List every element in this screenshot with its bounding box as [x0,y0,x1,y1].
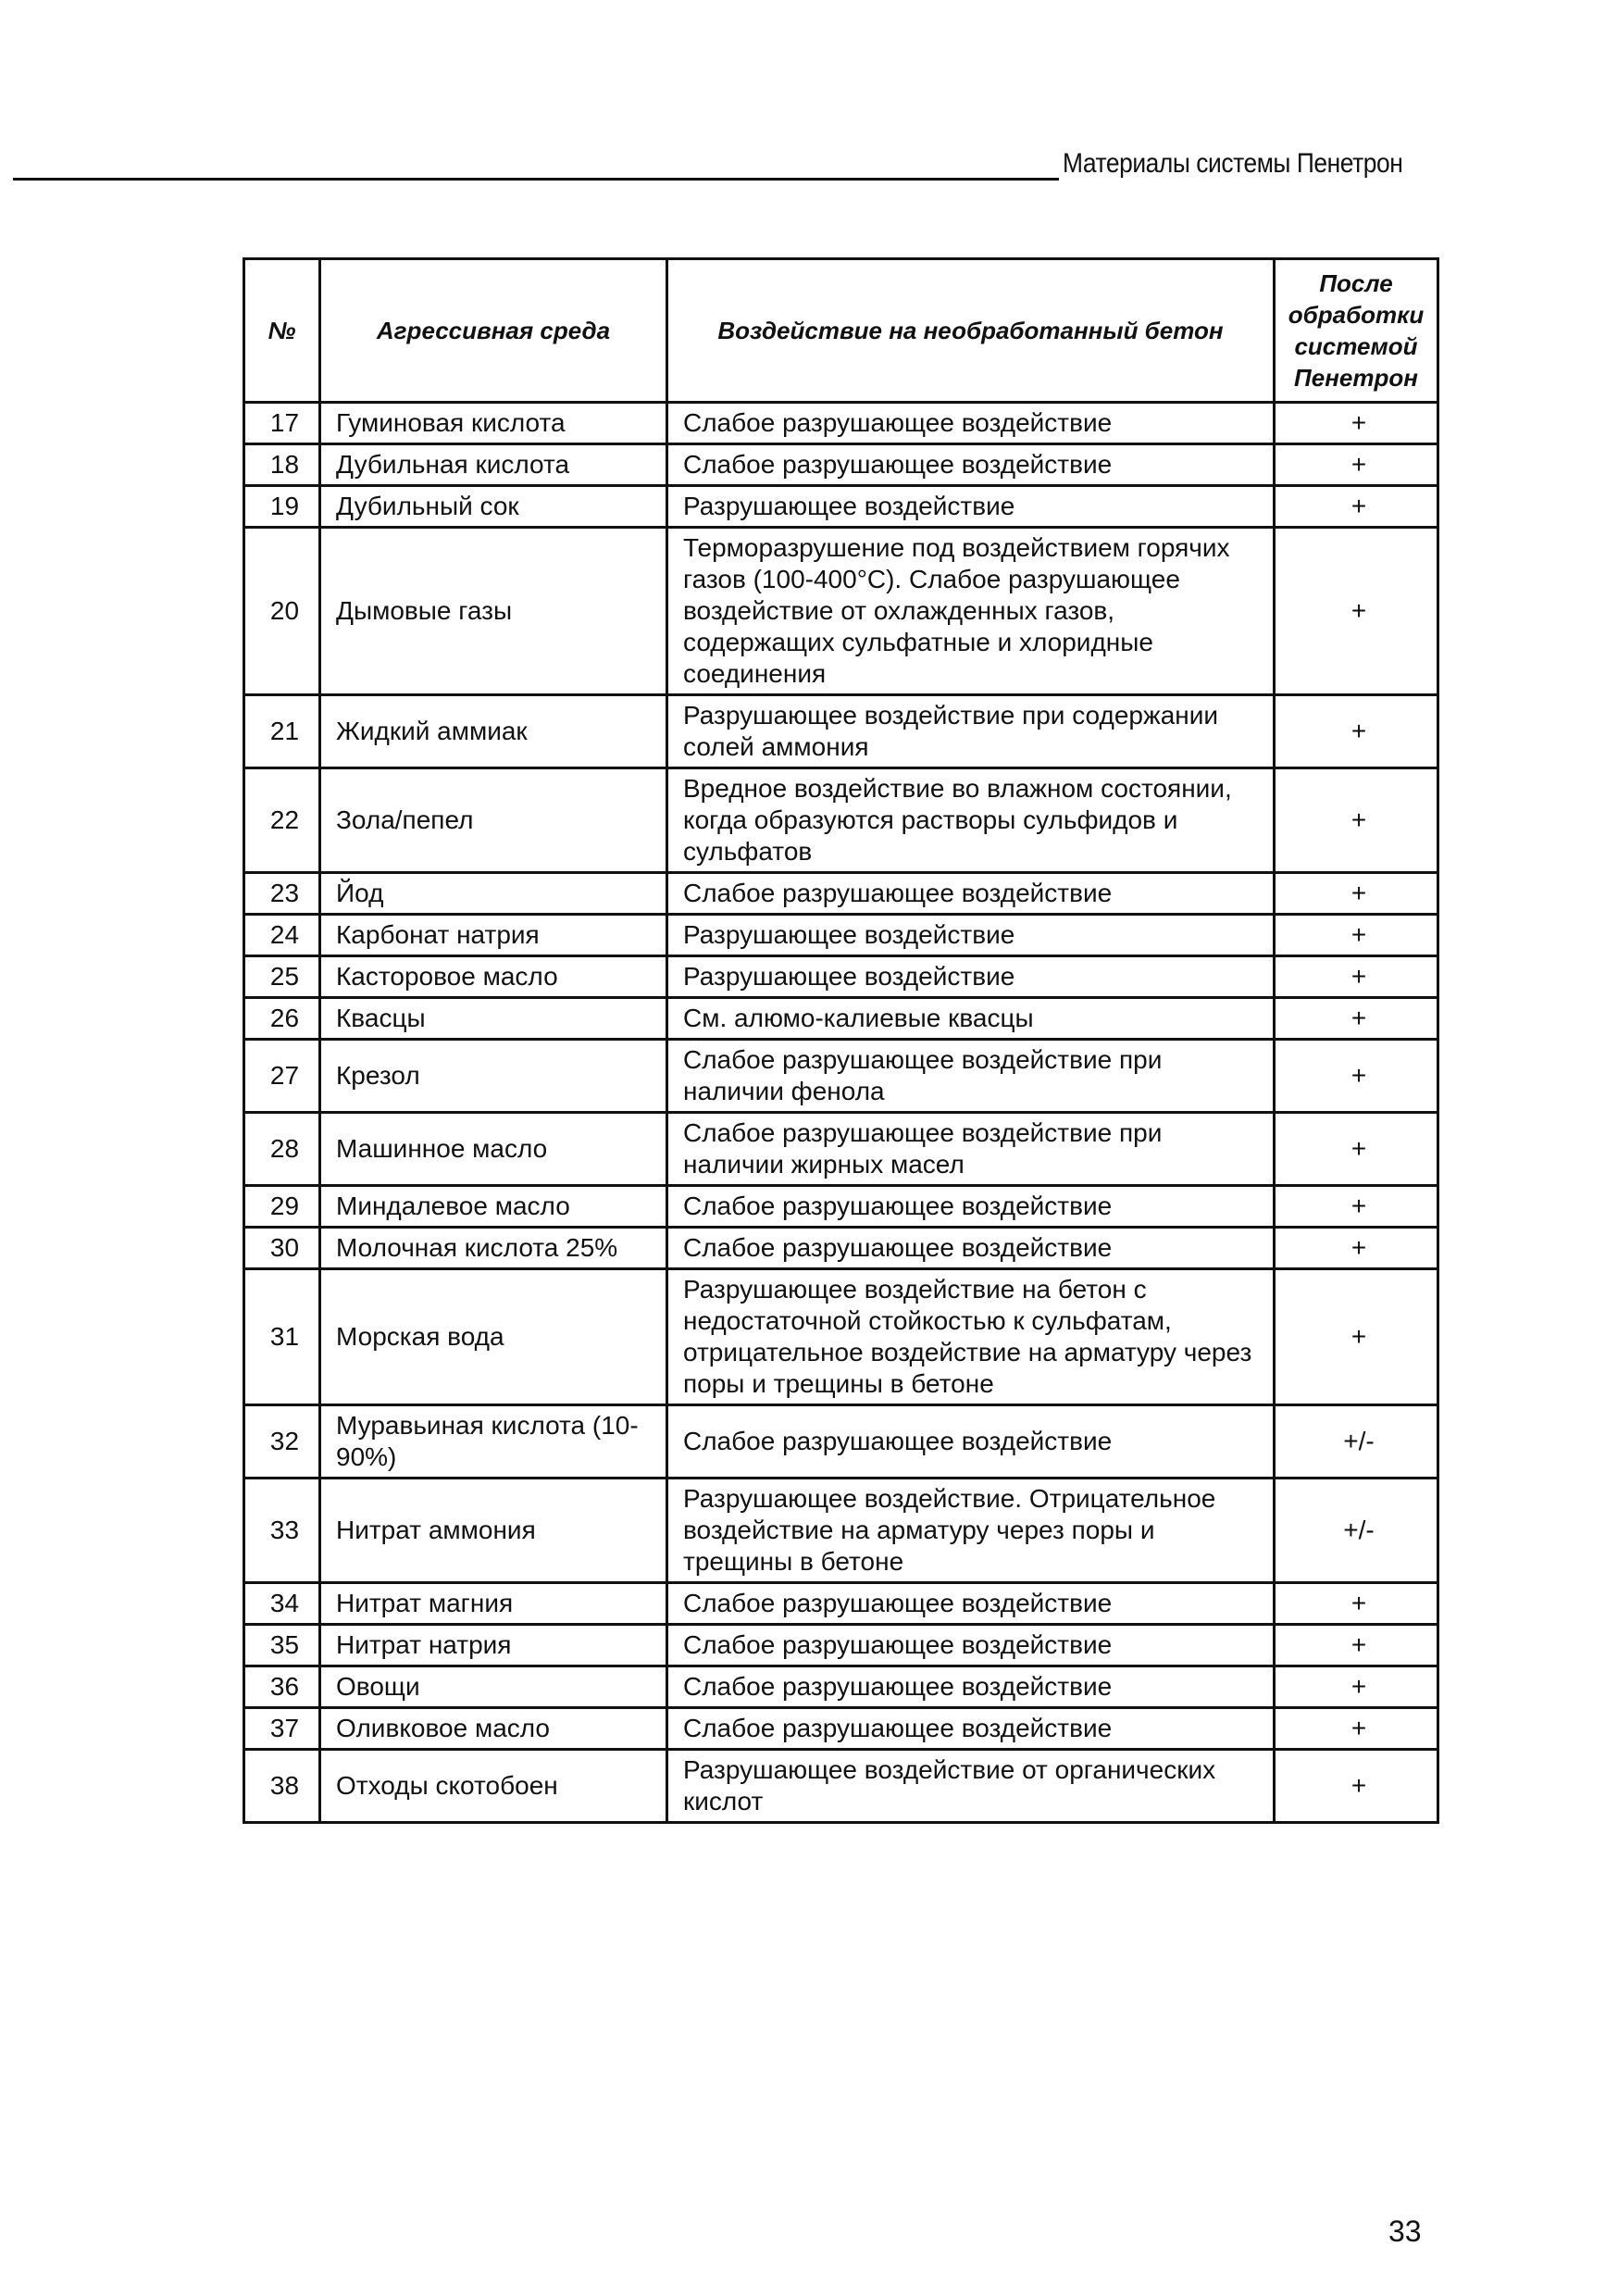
cell-medium: Миндалевое масло [320,1186,667,1228]
table-row [244,1113,1438,1186]
cell-num: 25 [244,956,320,998]
cell-result: + [1275,486,1438,528]
cell-result: + [1275,1113,1438,1186]
cell-medium: Крезол [320,1040,667,1113]
header-result: После обработки системой Пенетрон [1275,259,1438,403]
cell-result: + [1275,1625,1438,1666]
cell-medium: Касторовое масло [320,956,667,998]
cell-result: + [1275,444,1438,486]
cell-result: + [1275,768,1438,873]
cell-num: 30 [244,1228,320,1269]
cell-num: 17 [244,403,320,444]
cell-num: 31 [244,1269,320,1405]
table-row [244,956,1438,998]
cell-medium: Карбонат натрия [320,915,667,956]
table-row [244,528,1438,695]
cell-num: 18 [244,444,320,486]
table-row [244,1708,1438,1750]
table-row [244,444,1438,486]
cell-effect: Разрушающее воздействие при содержании солей аммония [667,695,1275,768]
table-row [244,1405,1438,1479]
header-effect: Воздействие на необработанный бетон [667,259,1275,403]
cell-effect: Слабое разрушающее воздействие [667,873,1275,915]
header-title: Материалы системы Пенетрон [1063,148,1403,179]
cell-num: 34 [244,1583,320,1625]
cell-effect: Слабое разрушающее воздействие [667,1583,1275,1625]
cell-medium: Оливковое масло [320,1708,667,1750]
table-row [244,1269,1438,1405]
cell-num: 20 [244,528,320,695]
cell-medium: Отходы скотобоен [320,1750,667,1823]
table-row [244,486,1438,528]
cell-medium: Морская вода [320,1269,667,1405]
cell-effect: Разрушающее воздействие [667,915,1275,956]
cell-effect: Разрушающее воздействие [667,956,1275,998]
cell-result: + [1275,403,1438,444]
table-row [244,915,1438,956]
table-row [244,768,1438,873]
header-num: № [244,259,320,403]
cell-effect: Разрушающее воздействие [667,486,1275,528]
table-body [244,403,1438,1823]
cell-effect: Слабое разрушающее воздействие [667,1405,1275,1479]
table-row [244,873,1438,915]
cell-medium: Нитрат аммония [320,1479,667,1583]
cell-medium: Дубильный сок [320,486,667,528]
table-row [244,998,1438,1040]
cell-effect: Разрушающее воздействие на бетон с недостаточной стойкостью к сульфатам, отрицательное воздействие на арматуру через поры и трещины в бетоне [667,1269,1275,1405]
cell-effect: Слабое разрушающее воздействие [667,1625,1275,1666]
cell-num: 36 [244,1666,320,1708]
cell-num: 19 [244,486,320,528]
cell-medium: Жидкий аммиак [320,695,667,768]
cell-num: 24 [244,915,320,956]
cell-num: 22 [244,768,320,873]
cell-result: + [1275,528,1438,695]
cell-result: + [1275,998,1438,1040]
cell-num: 26 [244,998,320,1040]
cell-num: 38 [244,1750,320,1823]
cell-result: +/- [1275,1405,1438,1479]
table-header-row [244,259,1438,403]
cell-medium: Йод [320,873,667,915]
cell-medium: Нитрат натрия [320,1625,667,1666]
page-number: 33 [1388,2215,1422,2248]
cell-num: 27 [244,1040,320,1113]
cell-num: 32 [244,1405,320,1479]
cell-effect: Терморазрушение под воздействием горячих газов (100-400°С). Слабое разрушающее воздействие от охлажденных газов, содержащих сульфатные и хлоридные соединения [667,528,1275,695]
table-row [244,403,1438,444]
table-row [244,1666,1438,1708]
cell-effect: Слабое разрушающее воздействие [667,403,1275,444]
cell-result: + [1275,1269,1438,1405]
cell-effect: См. алюмо-калиевые квасцы [667,998,1275,1040]
cell-medium: Гуминовая кислота [320,403,667,444]
cell-effect: Слабое разрушающее воздействие [667,1186,1275,1228]
table-row [244,1625,1438,1666]
cell-medium: Молочная кислота 25% [320,1228,667,1269]
cell-num: 21 [244,695,320,768]
cell-effect: Слабое разрушающее воздействие [667,1666,1275,1708]
table-row [244,1040,1438,1113]
table-row [244,695,1438,768]
cell-medium: Квасцы [320,998,667,1040]
table-row [244,1583,1438,1625]
cell-medium: Дымовые газы [320,528,667,695]
cell-num: 23 [244,873,320,915]
cell-effect: Разрушающее воздействие. Отрицательное воздействие на арматуру через поры и трещины в бетоне [667,1479,1275,1583]
cell-result: + [1275,1750,1438,1823]
cell-medium: Зола/пепел [320,768,667,873]
header-rule [13,178,1059,181]
header-medium: Агрессивная среда [320,259,667,403]
table-row [244,1750,1438,1823]
cell-num: 35 [244,1625,320,1666]
cell-num: 33 [244,1479,320,1583]
table-row [244,1479,1438,1583]
resistance-table [243,257,1439,1824]
cell-effect: Слабое разрушающее воздействие при наличии фенола [667,1040,1275,1113]
cell-result: +/- [1275,1479,1438,1583]
cell-num: 29 [244,1186,320,1228]
cell-medium: Машинное масло [320,1113,667,1186]
cell-result: + [1275,695,1438,768]
cell-effect: Слабое разрушающее воздействие [667,444,1275,486]
cell-effect: Слабое разрушающее воздействие [667,1708,1275,1750]
cell-medium: Дубильная кислота [320,444,667,486]
cell-result: + [1275,1666,1438,1708]
cell-num: 37 [244,1708,320,1750]
cell-effect: Слабое разрушающее воздействие при наличии жирных масел [667,1113,1275,1186]
cell-effect: Слабое разрушающее воздействие [667,1228,1275,1269]
table-row [244,1186,1438,1228]
cell-result: + [1275,956,1438,998]
cell-result: + [1275,1040,1438,1113]
cell-effect: Вредное воздействие во влажном состоянии, когда образуются растворы сульфидов и сульфатов [667,768,1275,873]
cell-medium: Муравьиная кислота (10-90%) [320,1405,667,1479]
cell-result: + [1275,1708,1438,1750]
cell-result: + [1275,1186,1438,1228]
cell-result: + [1275,1228,1438,1269]
cell-medium: Овощи [320,1666,667,1708]
cell-num: 28 [244,1113,320,1186]
cell-result: + [1275,915,1438,956]
cell-effect: Разрушающее воздействие от органических кислот [667,1750,1275,1823]
cell-result: + [1275,1583,1438,1625]
table-row [244,1228,1438,1269]
cell-medium: Нитрат магния [320,1583,667,1625]
cell-result: + [1275,873,1438,915]
